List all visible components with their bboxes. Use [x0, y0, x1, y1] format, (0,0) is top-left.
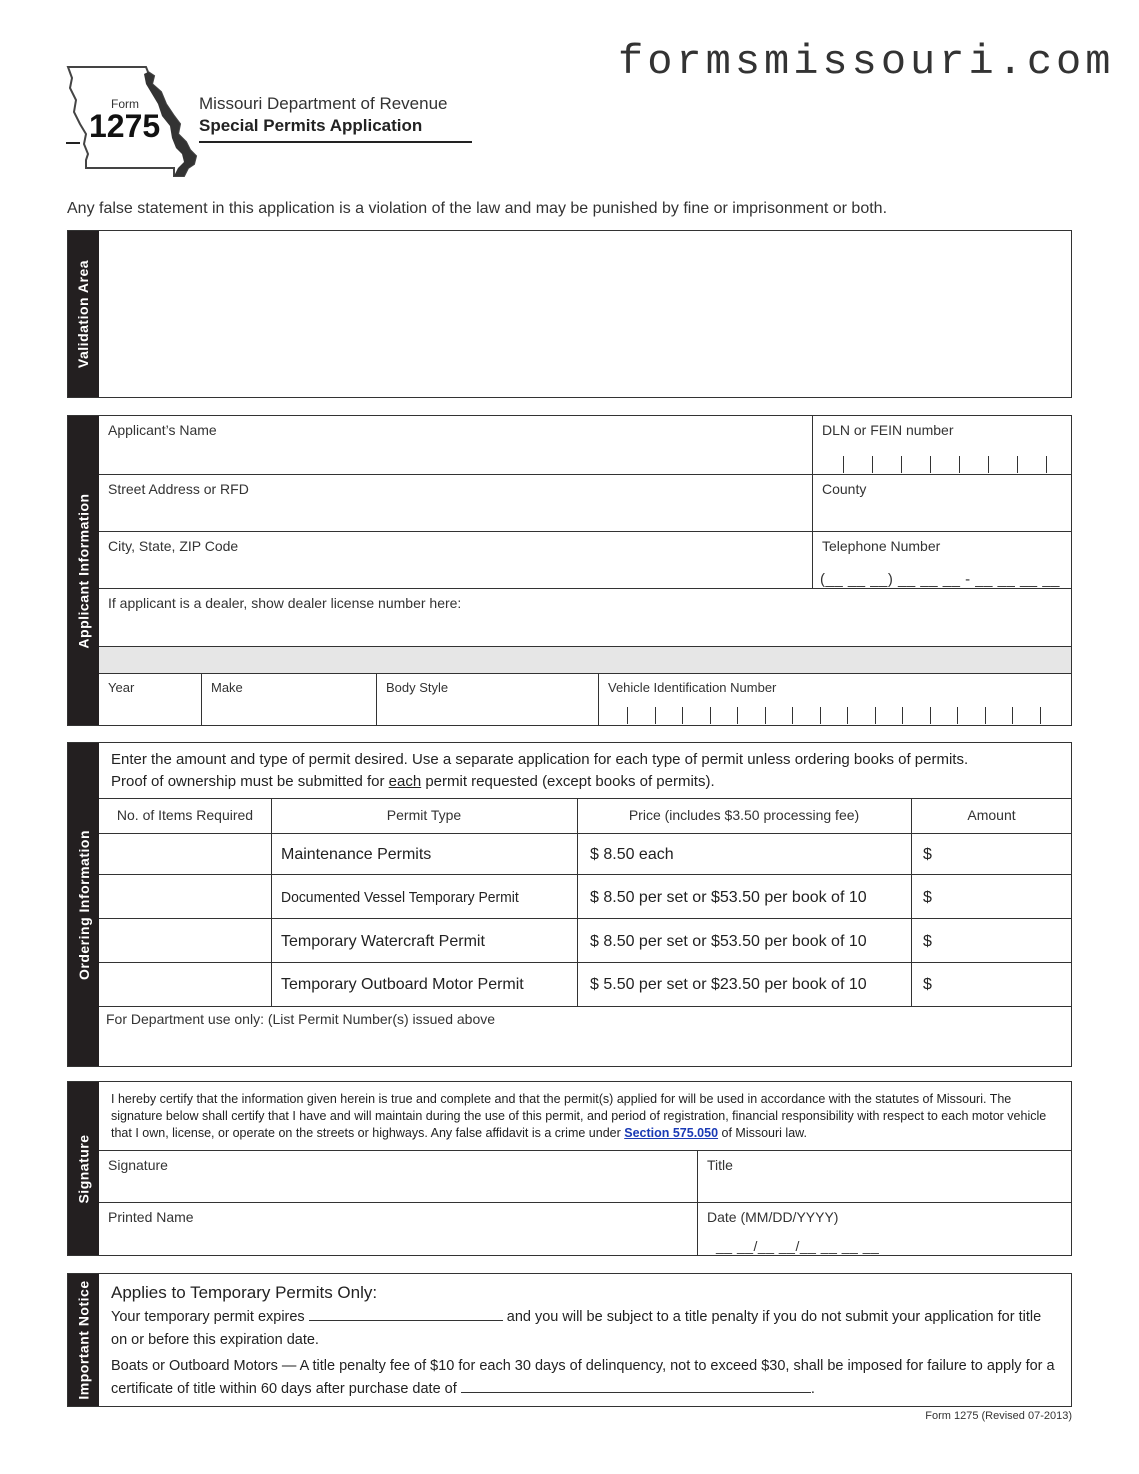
applicant-information-tab	[68, 416, 99, 725]
notice-penalty-tail: .	[810, 1381, 815, 1397]
applicant-information-section	[67, 415, 1072, 726]
notice-penalty-paragraph	[111, 1355, 1059, 1401]
certification-tail: of Missouri law.	[718, 1126, 807, 1140]
digit-divider	[1012, 707, 1013, 724]
column-header-price: Price (includes $3.50 processing fee)	[628, 807, 860, 823]
signature-tab-label: Signature	[75, 1133, 92, 1204]
important-notice-tab-label: Important Notice	[75, 1280, 92, 1400]
items-required-input[interactable]	[100, 834, 271, 874]
form-title: Special Permits Application	[199, 116, 423, 135]
purchase-date-blank[interactable]	[461, 1378, 811, 1393]
digit-divider	[872, 456, 873, 473]
form-revision-footer: Form 1275 (Revised 07-2013)	[925, 1410, 1072, 1422]
watermark-text: formsmissouri.com	[618, 38, 1115, 86]
dln-fein-digit-boxes	[843, 456, 1045, 473]
permit-type-cell: Temporary Outboard Motor Permit	[281, 976, 524, 993]
validation-area-section	[67, 230, 1072, 398]
telephone-mask: (__ __ __) __ __ __ - __ __ __ __	[820, 571, 1061, 588]
digit-divider	[930, 456, 931, 473]
department-name: Missouri Department of Revenue	[199, 94, 448, 113]
notice-expiration-paragraph	[111, 1306, 1059, 1352]
ordering-instructions-line2	[111, 771, 968, 793]
items-required-input[interactable]	[100, 919, 271, 962]
department-use-label: For Department use only: (List Permit Number(s) issued above	[106, 1011, 496, 1027]
price-cell: $ 8.50 each	[590, 846, 674, 863]
ordering-information-tab-label: Ordering Information	[75, 829, 92, 980]
ordering-instructions-line1: Enter the amount and type of permit desired. Use a separate application for each type of permit unless ordering books of permits.	[111, 751, 969, 768]
section-divider-band	[99, 646, 1071, 674]
amount-currency: $	[923, 976, 932, 993]
signature-field[interactable]	[99, 1150, 697, 1202]
digit-divider	[902, 707, 903, 724]
ordering-instructions	[111, 749, 968, 793]
street-address-field[interactable]	[99, 474, 812, 531]
digit-divider	[627, 707, 628, 724]
digit-divider	[765, 707, 766, 724]
column-header-items: No. of Items Required	[116, 807, 254, 823]
notice-expiration-post: and you will be subject to a title penalty if you do not submit your application for title on or before this expiration date.	[111, 1309, 1042, 1348]
validation-area-tab	[68, 231, 99, 397]
price-cell: $ 8.50 per set or $53.50 per book of 10	[590, 933, 867, 950]
printed-name-label: Printed Name	[108, 1209, 194, 1225]
ordering-instructions-line2-post: permit requested (except books of permits).	[421, 773, 715, 790]
notice-penalty-text: Boats or Outboard Motors — A title penalty fee of $10 for each 30 days of delinquency, not to exceed $30, shall be imposed for failure to apply for a certificate of title within 60 days after purchase date of	[111, 1358, 1055, 1397]
notice-expiration-pre: Your temporary permit expires	[111, 1309, 305, 1325]
digit-divider	[792, 707, 793, 724]
column-header-amount: Amount	[967, 807, 1016, 823]
items-required-input[interactable]	[100, 963, 271, 1006]
dln-fein-field[interactable]	[812, 416, 1071, 474]
price-cell: $ 5.50 per set or $23.50 per book of 10	[590, 976, 867, 993]
dln-fein-label: DLN or FEIN number	[822, 422, 954, 438]
date-mask: __ __/__ __/__ __ __ __	[716, 1238, 880, 1254]
printed-name-field[interactable]	[99, 1202, 697, 1255]
city-state-zip-label: City, State, ZIP Code	[108, 538, 239, 554]
important-notice-section	[67, 1273, 1072, 1407]
digit-divider	[682, 707, 683, 724]
digit-divider	[820, 707, 821, 724]
dealer-license-field[interactable]	[99, 588, 1071, 646]
vin-field[interactable]	[598, 674, 1071, 725]
ordering-instructions-line2-pre: Proof of ownership must be submitted for	[111, 773, 389, 790]
digit-divider	[930, 707, 931, 724]
title-underline	[199, 141, 472, 143]
expiration-date-blank[interactable]	[309, 1306, 503, 1321]
permit-type-cell: Temporary Watercraft Permit	[281, 933, 485, 950]
vehicle-body-style-label: Body Style	[386, 680, 449, 695]
amount-currency: $	[923, 846, 932, 863]
city-state-zip-field[interactable]	[99, 531, 812, 588]
vin-digit-boxes	[627, 707, 1045, 724]
amount-input[interactable]	[912, 963, 1071, 1006]
county-label: County	[822, 481, 867, 497]
amount-input[interactable]	[912, 919, 1071, 962]
certification-statement	[111, 1091, 1059, 1142]
digit-divider	[985, 707, 986, 724]
amount-currency: $	[923, 889, 932, 906]
vehicle-make-field[interactable]	[201, 674, 376, 725]
form-number: 1275	[89, 108, 161, 144]
digit-divider	[1040, 707, 1041, 724]
telephone-label: Telephone Number	[822, 538, 941, 554]
validation-area-box[interactable]	[99, 231, 1071, 397]
applicant-information-tab-label: Applicant Information	[75, 492, 92, 649]
digit-divider	[875, 707, 876, 724]
digit-divider	[710, 707, 711, 724]
street-address-label: Street Address or RFD	[108, 481, 249, 497]
validation-area-tab-label: Validation Area	[75, 259, 92, 369]
department-use-field[interactable]	[99, 1007, 1071, 1066]
false-statement-warning: Any false statement in this application is a violation of the law and may be punished by fine or imprisonment or both.	[67, 200, 888, 217]
digit-divider	[957, 707, 958, 724]
permit-type-cell: Maintenance Permits	[281, 846, 432, 863]
notice-title: Applies to Temporary Permits Only:	[111, 1283, 378, 1302]
title-label: Title	[707, 1157, 733, 1173]
vehicle-year-field[interactable]	[99, 674, 201, 725]
price-cell: $ 8.50 per set or $53.50 per book of 10	[590, 889, 867, 906]
date-field[interactable]	[697, 1202, 1071, 1255]
ordering-instructions-emphasis: each	[388, 773, 422, 790]
signature-tab	[68, 1082, 99, 1255]
vin-label: Vehicle Identification Number	[608, 680, 777, 695]
form-label: Form	[111, 97, 139, 111]
column-header-permit-type: Permit Type	[386, 807, 462, 823]
items-required-input[interactable]	[100, 875, 271, 918]
section-575-050-link[interactable]: Section 575.050	[624, 1126, 719, 1140]
date-label: Date (MM/DD/YYYY)	[707, 1209, 839, 1225]
digit-divider	[843, 456, 844, 473]
digit-divider	[655, 707, 656, 724]
header-dash	[66, 142, 80, 144]
vehicle-year-label: Year	[108, 680, 135, 695]
digit-divider	[737, 707, 738, 724]
digit-divider	[988, 456, 989, 473]
digit-divider	[959, 456, 960, 473]
vehicle-make-label: Make	[211, 680, 243, 695]
digit-divider	[901, 456, 902, 473]
dealer-license-label: If applicant is a dealer, show dealer license number here:	[108, 595, 462, 611]
digit-divider	[847, 707, 848, 724]
digit-divider	[1017, 456, 1018, 473]
applicant-name-label: Applicant’s Name	[108, 422, 217, 438]
ordering-information-tab	[68, 743, 99, 1066]
amount-input[interactable]	[912, 834, 1071, 874]
important-notice-tab	[68, 1274, 99, 1406]
applicant-name-field[interactable]	[99, 416, 812, 474]
amount-input[interactable]	[912, 875, 1071, 918]
signature-label: Signature	[108, 1157, 168, 1173]
title-field[interactable]	[697, 1150, 1071, 1202]
certification-text: I hereby certify that the information given herein is true and complete and that the permit(s) applied for will be used in accordance with the statutes of Missouri. The signature below shall certify that I have and will maintain during the use of this permit, and period of registration, financial responsibility with respect to each motor vehicle that I own, license, or operate on the streets or highways. Any false affidavit is a crime under	[111, 1092, 1047, 1140]
amount-currency: $	[923, 933, 932, 950]
digit-divider	[1046, 456, 1047, 473]
ordering-information-section	[67, 742, 1072, 1067]
telephone-field[interactable]	[812, 531, 1071, 588]
county-field[interactable]	[812, 474, 1071, 531]
signature-section	[67, 1081, 1072, 1256]
permit-type-cell: Documented Vessel Temporary Permit	[281, 889, 519, 906]
vehicle-body-style-field[interactable]	[376, 674, 598, 725]
